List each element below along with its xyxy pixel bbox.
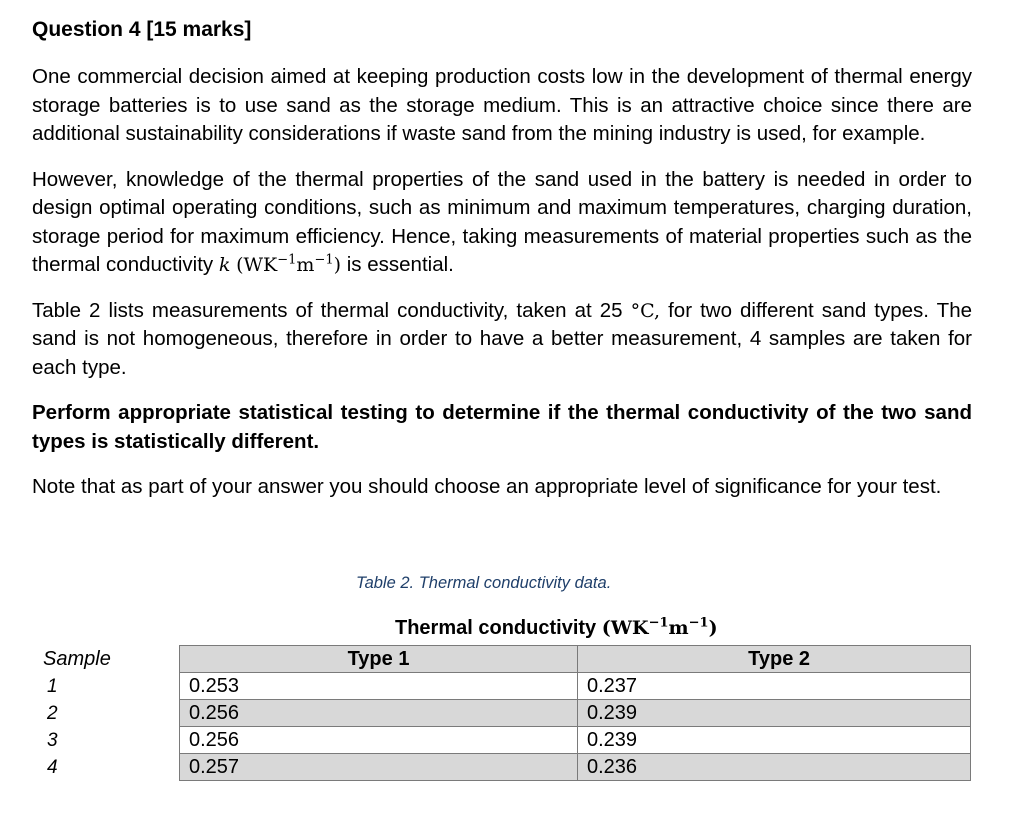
significance-note: Note that as part of your answer you should choose an appropriate level of significance for your test.	[32, 475, 942, 498]
header-type1: Type 1	[180, 646, 578, 673]
paragraph-intro: One commercial decision aimed at keeping production costs low in the development of thermal energy storage batteries is to use sand as the storage medium. This is an attractive choice since there are additional sustainability considerations if waste sand from the mining industry is used, for example.	[32, 65, 972, 145]
table-header-row	[180, 646, 971, 673]
task-instruction: Perform appropriate statistical testing to determine if the thermal conductivity of the two sand types is statistically different.	[32, 401, 972, 453]
table-header-label: Thermal conductivity	[395, 617, 597, 639]
unit-mid: m	[296, 254, 315, 276]
unit-close: )	[333, 254, 342, 276]
question-title: Question 4 [15 marks]	[32, 18, 252, 41]
table-unit-open: (WK	[601, 617, 649, 639]
temperature-unit: °C,	[630, 299, 661, 322]
table-row	[180, 727, 971, 754]
cell-type1: 0.257	[180, 754, 578, 781]
table-unit-exp2: −1	[688, 615, 709, 631]
table-unit-close: )	[708, 617, 718, 639]
cell-type1: 0.253	[180, 673, 578, 700]
conductivity-table	[179, 645, 971, 781]
sample-number: 3	[47, 730, 58, 751]
conductivity-symbol: k	[218, 254, 231, 276]
table-row	[180, 673, 971, 700]
table-row	[180, 754, 971, 781]
cell-type2: 0.236	[578, 754, 971, 781]
table-header-unit	[602, 617, 718, 639]
table-unit-mid: m	[668, 617, 689, 639]
sample-header: Sample	[43, 648, 111, 670]
sample-number: 1	[47, 676, 58, 697]
sample-number: 4	[47, 757, 58, 778]
cell-type1: 0.256	[180, 727, 578, 754]
table-row	[180, 700, 971, 727]
unit-open: (WK	[236, 254, 278, 276]
header-type2: Type 2	[578, 646, 971, 673]
paragraph-properties	[32, 166, 972, 280]
cell-type2: 0.239	[578, 700, 971, 727]
paragraph-table-text-a: Table 2 lists measurements of thermal conductivity, taken at 25	[32, 298, 623, 322]
sample-column	[43, 646, 143, 781]
table-caption: Table 2. Thermal conductivity data.	[356, 574, 612, 592]
paragraph-table-description	[32, 297, 972, 383]
paragraph-table-text-b: for two different sand types. The sand is not homogeneous, therefore in order to have a better measurement, 4 samples are taken for each type.	[32, 298, 972, 379]
cell-type1: 0.256	[180, 700, 578, 727]
conductivity-unit	[236, 254, 341, 276]
question-content	[32, 16, 972, 502]
cell-type2: 0.239	[578, 727, 971, 754]
table-unit-exp1: −1	[648, 615, 669, 631]
cell-type2: 0.237	[578, 673, 971, 700]
paragraph-properties-end: is essential.	[346, 253, 454, 276]
paragraph-properties-text: However, knowledge of the thermal properties of the sand used in the battery is needed in order to design optimal operating conditions, such as minimum and maximum temperatures, charging duration, storage period for maximum efficiency. Hence, taking measurements of material properties such as the thermal conductivity	[32, 167, 972, 276]
table-header-title	[395, 617, 718, 640]
sample-number: 2	[47, 703, 58, 724]
unit-exp2: −1	[314, 252, 334, 268]
unit-exp1: −1	[277, 252, 297, 268]
